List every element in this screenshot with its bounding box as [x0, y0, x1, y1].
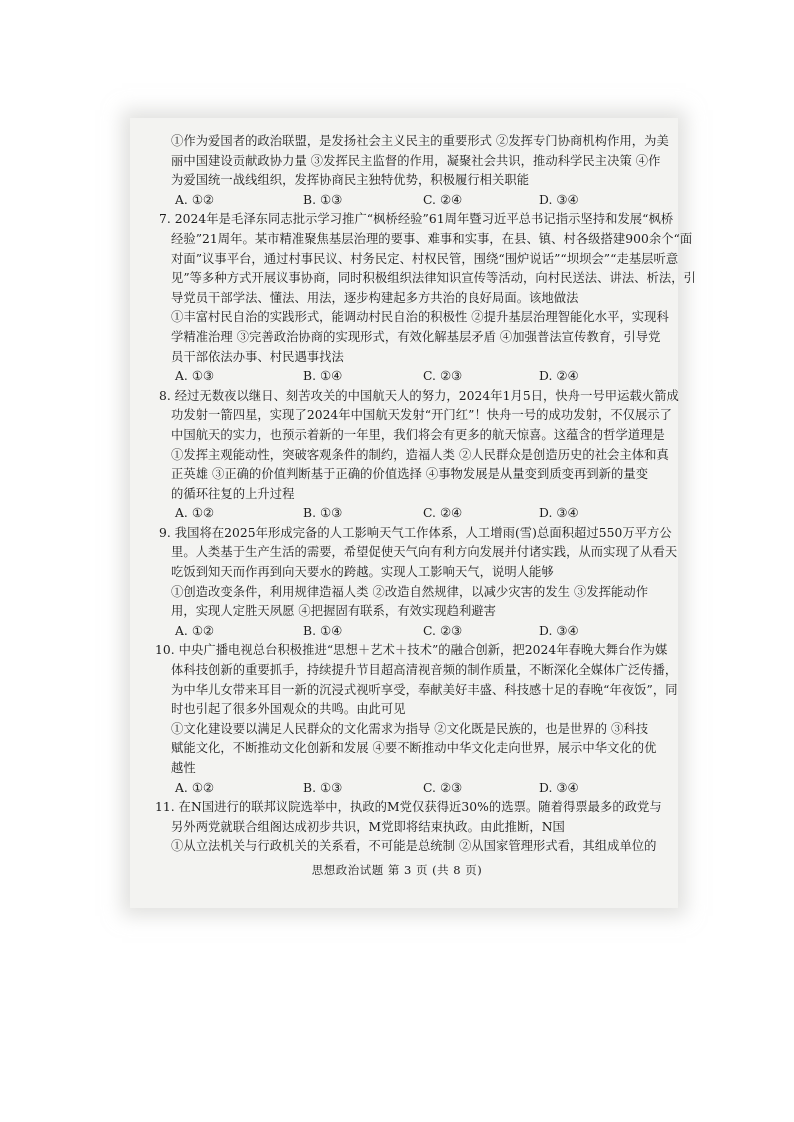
- options-row: [171, 504, 651, 524]
- choice-line: ①从立法机关与行政机关的关系看，不可能是总统制 ②从国家管理形式看，其组成单位的: [171, 839, 657, 854]
- question-stem-line: 9. 我国将在2025年形成完备的人工影响天气工作体系，人工增雨(雪)总面积超过550万平方公: [159, 525, 672, 540]
- q6-continued: [171, 132, 669, 210]
- question-stem-line: 8. 经过无数夜以继日、刻苦攻关的中国航天人的努力，2024年1月5日，快舟一号甲运载火箭成: [159, 388, 679, 403]
- question-stem-line: 7. 2024年是毛泽东同志批示学习推广“枫桥经验”61周年暨习近平总书记指示坚持和发展“枫桥: [159, 212, 674, 227]
- option-d: D. ③④: [539, 506, 579, 521]
- question-stem-line: 功发射一箭四星，实现了2024年中国航天发射“开门红”！快舟一号的成功发射，不仅展示了: [171, 408, 673, 423]
- question-stem-line: 为中华儿女带来耳目一新的沉浸式视听享受，奉献美好丰盛、科技感十足的春晚“年夜饭”，同: [171, 682, 678, 697]
- question-stem-line: 中国航天的实力，也预示着新的一年里，我们将会有更多的航天惊喜。这蕴含的哲学道理是: [171, 427, 665, 442]
- options-row: [171, 367, 651, 387]
- option-b: B. ①④: [303, 369, 343, 384]
- choice-line: 的循环往复的上升过程: [171, 486, 295, 501]
- choice-line: 学精准治理 ③完善政治协商的实现形式，有效化解基层矛盾 ④加强普法宣传教育，引导党: [171, 329, 661, 344]
- option-d: D. ③④: [539, 623, 579, 638]
- option-b: B. ①③: [303, 192, 343, 207]
- choice-line: ①发挥主观能动性，突破客观条件的制约，造福人类 ②人民群众是创造历史的社会主体和真: [171, 447, 669, 462]
- choice-line: 正英雄 ③正确的价值判断基于正确的价值选择 ④事物发展是从量变到质变再到新的量变: [171, 467, 649, 482]
- option-b: B. ①④: [303, 623, 343, 638]
- question-11: [155, 798, 662, 857]
- question-stem-line: 导党员干部学法、懂法、用法，逐步构建起多方共治的良好局面。该地做法: [171, 290, 579, 305]
- choice-line: ①创造改变条件，利用规律造福人类 ②改造自然规律，以减少灾害的发生 ③发挥能动作: [171, 584, 649, 599]
- options-row: [171, 779, 651, 799]
- question-7: [159, 210, 696, 386]
- choice-line: 员干部依法办事、村民遇事找法: [171, 349, 344, 364]
- option-a: A. ①②: [175, 623, 214, 638]
- choice-line: ①作为爱国者的政治联盟，是发扬社会主义民主的重要形式 ②发挥专门协商机构作用，为美: [171, 134, 669, 148]
- option-c: C. ②④: [423, 192, 463, 207]
- option-d: D. ②④: [539, 369, 579, 384]
- question-stem-line: 经验”21周年。某市精准聚焦基层治理的要事、难事和实事，在县、镇、村各级搭建900余个“面: [171, 231, 693, 246]
- question-stem-line: 里。人类基于生产生活的需要，希望促使天气向有利方向发展并付诸实践，从而实现了从看天: [171, 545, 678, 560]
- question-8: [159, 387, 679, 524]
- choice-line: 用，实现人定胜天夙愿 ④把握固有联系，有效实现趋利避害: [171, 604, 496, 619]
- option-b: B. ①③: [303, 780, 343, 795]
- option-c: C. ②③: [423, 369, 463, 384]
- choice-line: 为爱国统一战线组织，发挥协商民主独特优势，积极履行相关职能: [171, 173, 530, 188]
- choice-line: 丽中国建设贡献政协力量 ③发挥民主监督的作用，凝聚社会共识，推动科学民主决策 ④作: [171, 153, 661, 168]
- question-stem-line: 体科技创新的重要抓手，持续提升节目超高清视音频的制作质量，不断深化全媒体广泛传播，: [171, 663, 678, 678]
- choice-line: 赋能文化，不断推动文化创新和发展 ④要不断推动中华文化走向世界，展示中华文化的优: [171, 741, 657, 756]
- options-row: [171, 191, 651, 211]
- exam-content: [155, 132, 696, 857]
- option-c: C. ②④: [423, 506, 463, 521]
- question-stem-line: 对面”议事平台，通过村事民议、村务民定、村权民管，围绕“围炉说话”“坝坝会”“走基层听意: [171, 251, 679, 266]
- choice-line: ①文化建设要以满足人民群众的文化需求为指导 ②文化既是民族的，也是世界的 ③科技: [171, 721, 649, 736]
- question-stem-line: 见”等多种方式开展议事协商，同时积极组织法律知识宣传等活动，向村民送法、讲法、析法，引: [171, 271, 696, 286]
- option-b: B. ①③: [303, 506, 343, 521]
- question-stem-line: 时也引起了很多外国观众的共鸣。由此可见: [171, 702, 406, 717]
- option-c: C. ②③: [423, 780, 463, 795]
- question-10: [155, 641, 678, 798]
- option-c: C. ②③: [423, 623, 463, 638]
- choice-line: 越性: [171, 761, 196, 775]
- option-d: D. ③④: [539, 780, 579, 795]
- option-a: A. ①③: [175, 369, 214, 384]
- question-stem-line: 11. 在N国进行的联邦议院选举中，执政的M党仅获得近30%的选票。随着得票最多的政党与: [155, 800, 662, 815]
- option-d: D. ③④: [539, 192, 579, 207]
- question-stem-line: 10. 中央广播电视总台积极推进“思想＋艺术＋技术”的融合创新，把2024年春晚大舞台作为媒: [155, 643, 668, 658]
- question-stem-line: 吃饭到知天而作再到向天要水的跨越。实现人工影响天气，说明人能够: [171, 565, 554, 580]
- options-row: [171, 622, 651, 642]
- question-9: [159, 524, 678, 642]
- choice-line: ①丰富村民自治的实践形式，能调动村民自治的积极性 ②提升基层治理智能化水平，实现科: [171, 310, 669, 325]
- option-a: A. ①②: [175, 506, 214, 521]
- question-stem-line: 另外两党就联合组阁达成初步共识，M党即将结束执政。由此推断，N国: [171, 819, 565, 834]
- option-a: A. ①②: [175, 780, 214, 795]
- page-footer: 思想政治试题 第 3 页 (共 8 页): [311, 863, 483, 877]
- option-a: A. ①②: [175, 192, 214, 207]
